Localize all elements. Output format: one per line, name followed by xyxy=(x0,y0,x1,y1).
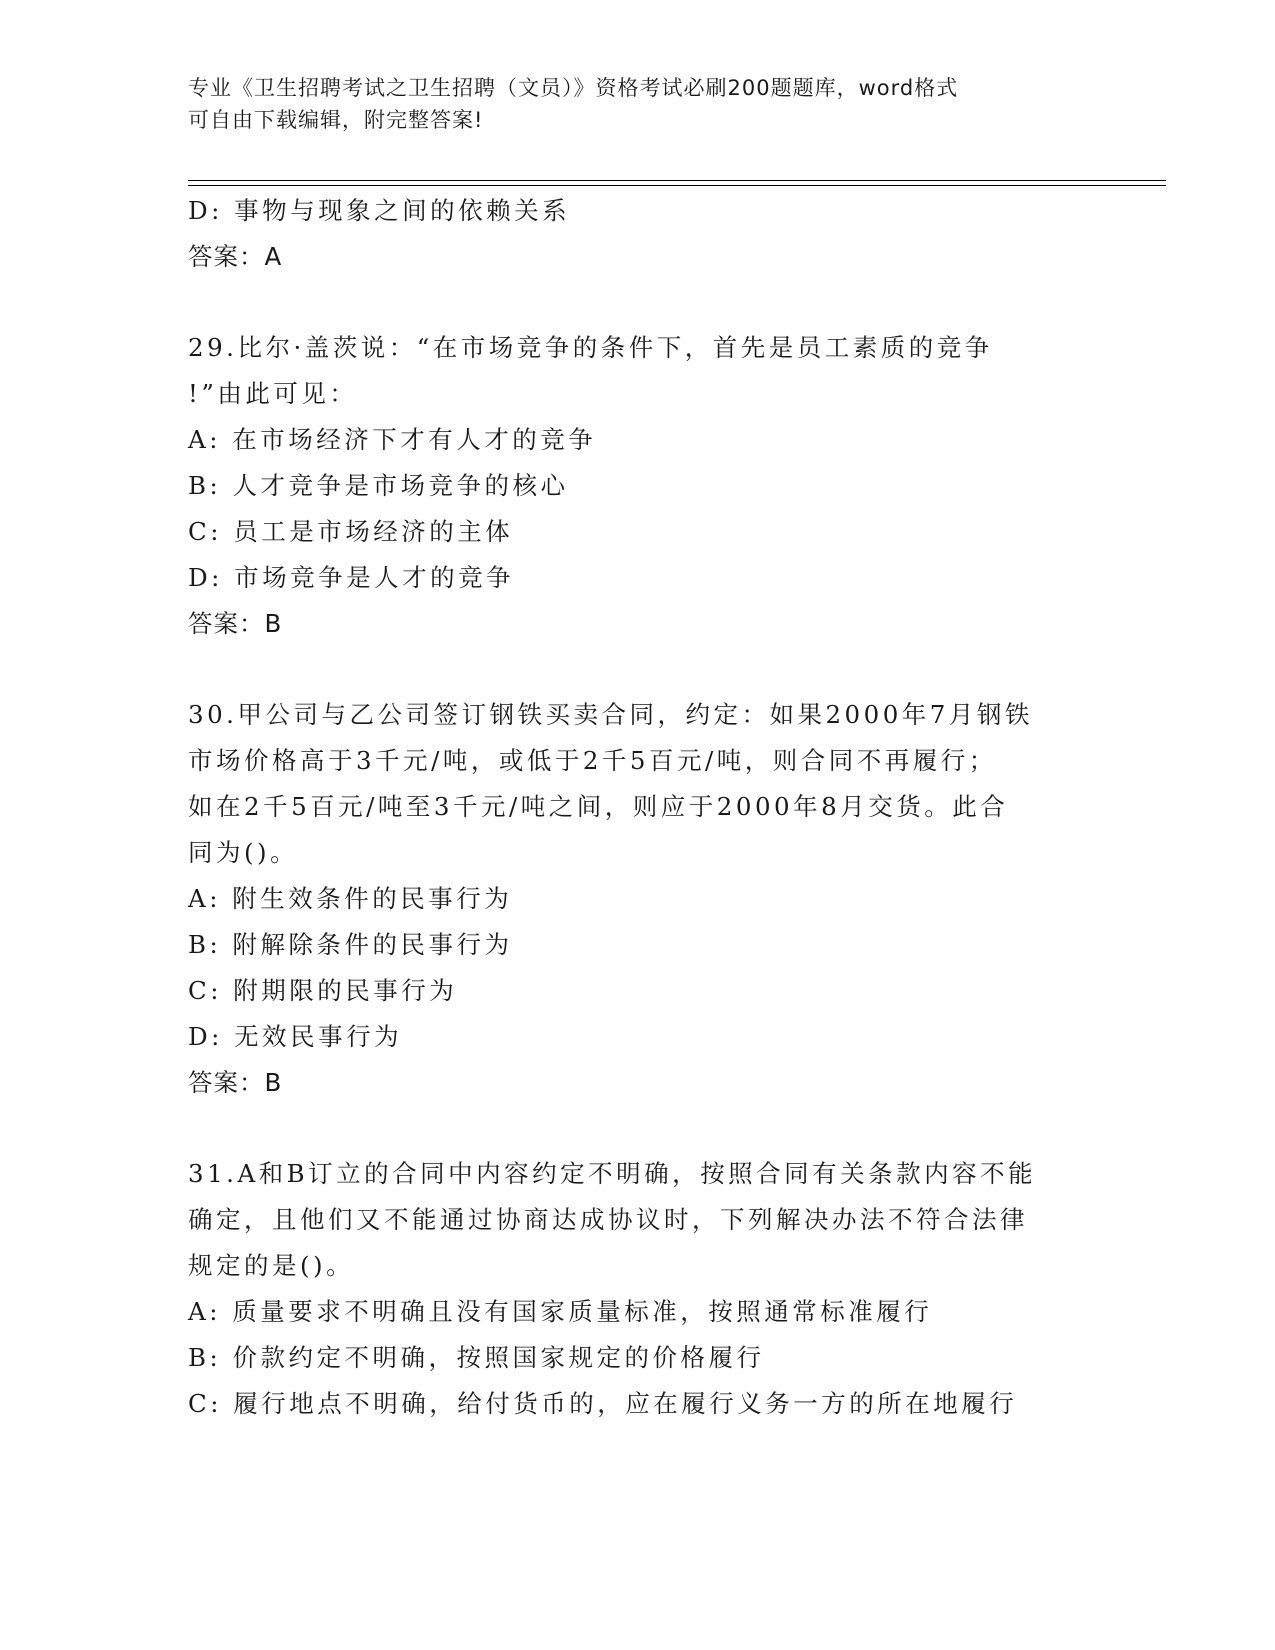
question-stem-line: 31.A和B订立的合同中内容约定不明确，按照合同有关条款内容不能 xyxy=(188,1159,1037,1188)
header-title-line-2: 可自由下载编辑，附完整答案! xyxy=(188,108,484,132)
document-header xyxy=(188,72,1068,136)
option-b: B: 价款约定不明确，按照国家规定的价格履行 xyxy=(188,1343,765,1372)
question-stem-line: 29.比尔·盖茨说：“在市场竞争的条件下，首先是员工素质的竞争 xyxy=(188,333,993,362)
header-title-line-1: 专业《卫生招聘考试之卫生招聘（文员）》资格考试必刷200题题库，word格式 xyxy=(188,76,959,100)
question-29 xyxy=(188,325,1088,647)
answer-line: 答案：B xyxy=(188,609,283,638)
question-stem-line: 如在2千5百元/吨至3千元/吨之间，则应于2000年8月交货。此合 xyxy=(188,792,1009,821)
question-31 xyxy=(188,1151,1088,1427)
option-d: D: 无效民事行为 xyxy=(188,1022,403,1051)
option-b: B: 人才竞争是市场竞争的核心 xyxy=(188,471,569,500)
question-stem-line: 确定，且他们又不能通过协商达成协议时，下列解决办法不符合法律 xyxy=(188,1205,1028,1234)
option-a: A: 质量要求不明确且没有国家质量标准，按照通常标准履行 xyxy=(188,1297,933,1326)
spacer xyxy=(188,1106,1088,1151)
answer-line: 答案：B xyxy=(188,1068,283,1097)
question-stem-line: !”由此可见： xyxy=(188,379,358,408)
question-stem-line: 市场价格高于3千元/吨，或低于2千5百元/吨，则合同不再履行； xyxy=(188,746,997,775)
option-a: A: 在市场经济下才有人才的竞争 xyxy=(188,425,597,454)
spacer xyxy=(188,280,1088,325)
question-stem-line: 规定的是()。 xyxy=(188,1251,355,1280)
option-c: C: 员工是市场经济的主体 xyxy=(188,517,514,546)
question-stem-line: 同为()。 xyxy=(188,838,299,867)
option-d: D: 市场竞争是人才的竞争 xyxy=(188,563,515,592)
spacer xyxy=(188,647,1088,692)
option-b: B: 附解除条件的民事行为 xyxy=(188,930,513,959)
option-c: C: 履行地点不明确，给付货币的，应在履行义务一方的所在地履行 xyxy=(188,1389,1018,1418)
option-c: C: 附期限的民事行为 xyxy=(188,976,458,1005)
document-body xyxy=(188,188,1088,1427)
option-d: D: 事物与现象之间的依赖关系 xyxy=(188,196,571,225)
answer-line: 答案：A xyxy=(188,242,283,271)
question-30 xyxy=(188,692,1088,1106)
option-a: A: 附生效条件的民事行为 xyxy=(188,884,513,913)
header-rule-bottom xyxy=(188,185,1166,186)
header-rule-top xyxy=(188,180,1166,181)
previous-question-tail xyxy=(188,188,1088,280)
question-stem-line: 30.甲公司与乙公司签订钢铁买卖合同，约定：如果2000年7月钢铁 xyxy=(188,700,1033,729)
